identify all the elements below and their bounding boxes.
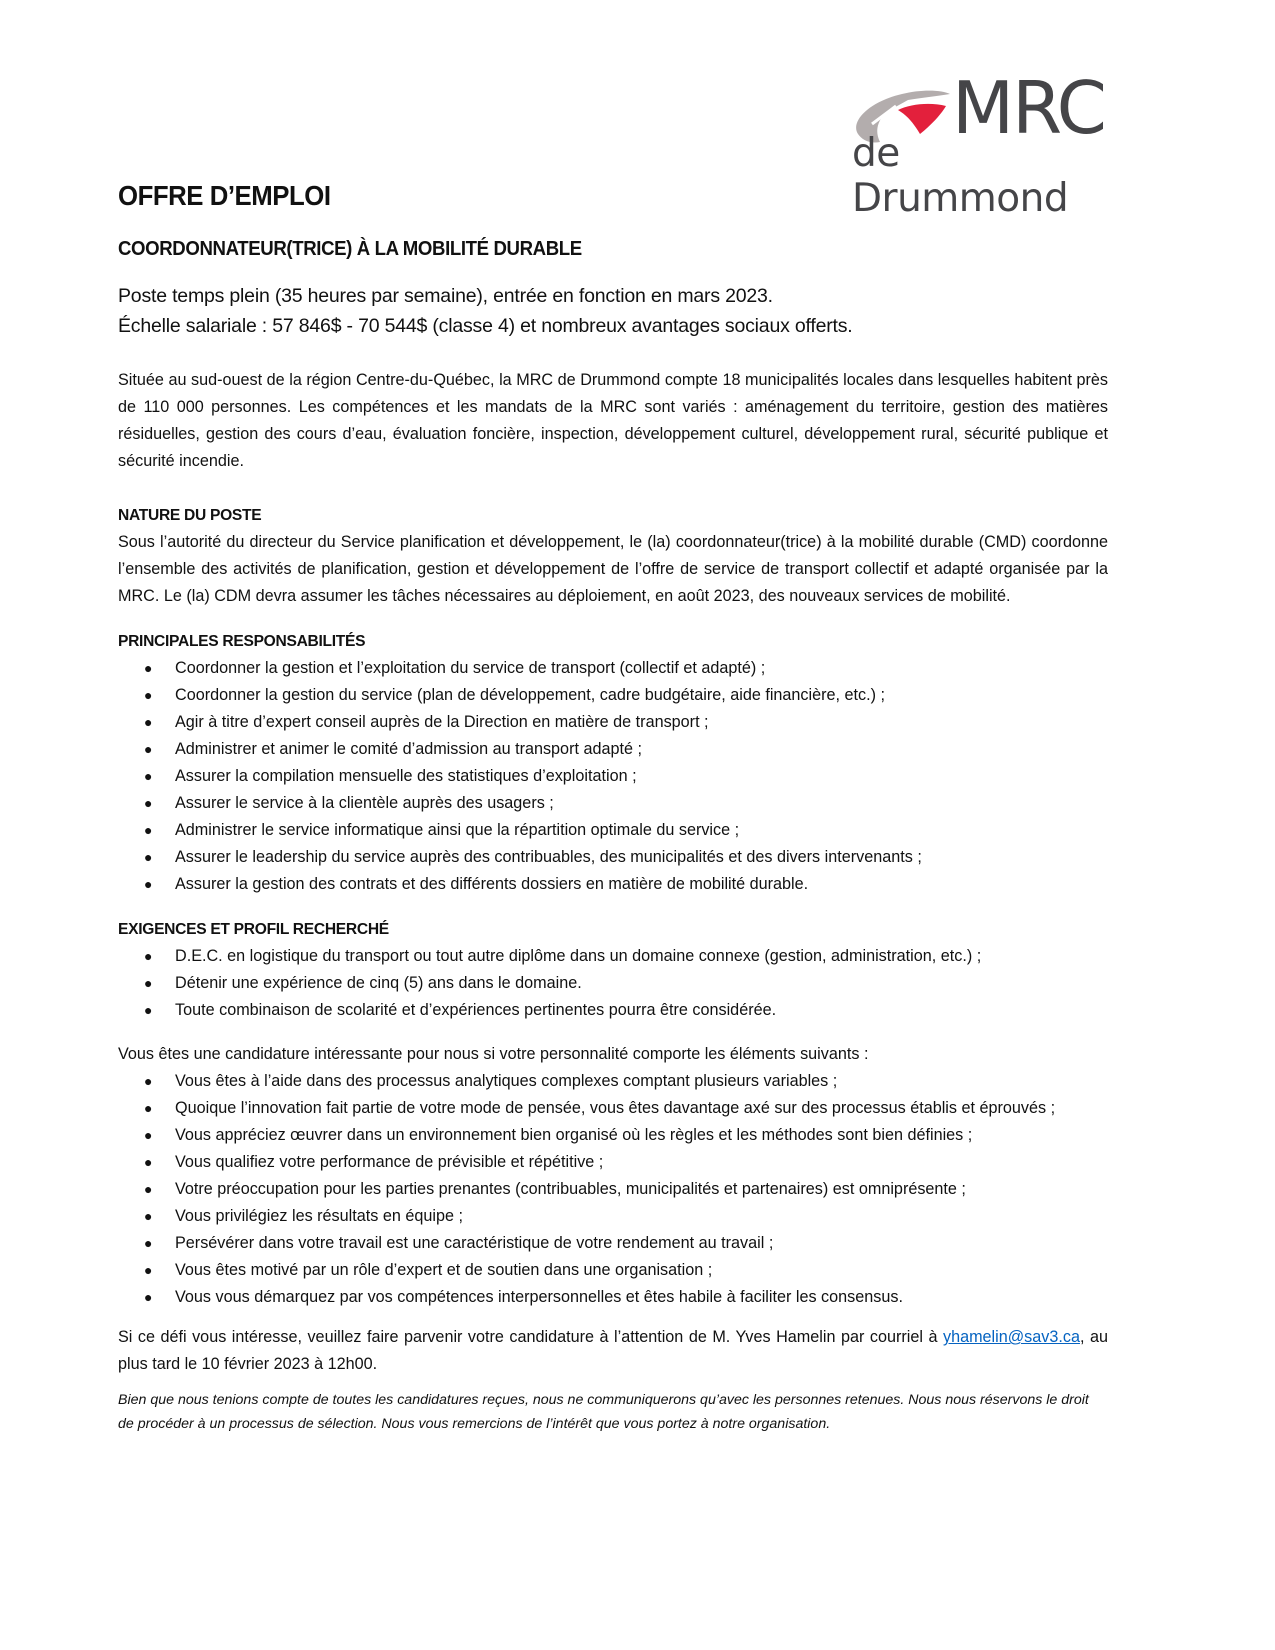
about-paragraph: Située au sud-ouest de la région Centre-du-Québec, la MRC de Drummond compte 18 municipalités locales dans lesquelles habitent près de 110 000 personnes. Les compétences et les mandats de la MRC sont variés : aménagement du territoire, gestion des matières résiduelles, gestion des cours d’eau, évaluation foncière, inspection, développement culturel, développement rural, sécurité publique et sécurité incendie. (118, 371, 1108, 470)
list-item-text: Coordonner la gestion et l’exploitation du service de transport (collectif et adapté) ; (175, 659, 766, 677)
nature-title: NATURE DU POSTE (118, 507, 262, 524)
list-item-text: Administrer et animer le comité d’admission au transport adapté ; (175, 740, 642, 758)
logo-drummond-text: de Drummond (852, 131, 1069, 221)
list-item-text: Toute combinaison de scolarité et d’expériences pertinentes pourra être considérée. (175, 1001, 777, 1019)
bullet-icon: ● (144, 975, 153, 991)
bullet-icon: ● (144, 1235, 153, 1251)
list-item-text: Vous êtes à l’aide dans des processus analytiques complexes comptant plusieurs variables ; (175, 1072, 838, 1090)
bullet-icon: ● (144, 1127, 153, 1143)
list-item-text: Vous vous démarquez par vos compétences interpersonnelles et êtes habile à faciliter les consensus. (175, 1288, 903, 1306)
list-item-text: Coordonner la gestion du service (plan de développement, cadre budgétaire, aide financière, etc.) ; (175, 686, 885, 704)
list-item-text: D.E.C. en logistique du transport ou tout autre diplôme dans un domaine connexe (gestion, administration, etc.) ; (175, 947, 982, 965)
bullet-icon: ● (144, 1100, 153, 1116)
list-item-text: Vous qualifiez votre performance de prévisible et répétitive ; (175, 1153, 604, 1171)
list-item (118, 1095, 1108, 1122)
list-item (118, 790, 1108, 817)
bullet-icon: ● (144, 1073, 153, 1089)
bullet-icon: ● (144, 1002, 153, 1018)
list-item-text: Agir à titre d’expert conseil auprès de la Direction en matière de transport ; (175, 713, 709, 731)
list-item (118, 1122, 1108, 1149)
bullet-icon: ● (144, 822, 153, 838)
list-item-text: Administrer le service informatique ainsi que la répartition optimale du service ; (175, 821, 740, 839)
bullet-icon: ● (144, 741, 153, 757)
bullet-icon: ● (144, 1154, 153, 1170)
responsibilities-list (118, 655, 1108, 898)
list-item (118, 1149, 1108, 1176)
email-link[interactable]: yhamelin@sav3.ca (942, 1328, 1080, 1346)
list-item (118, 997, 1108, 1024)
bullet-icon: ● (144, 768, 153, 784)
list-item-text: Vous appréciez œuvrer dans un environnement bien organisé où les règles et les méthodes sont bien définies ; (175, 1126, 973, 1144)
list-item (118, 1176, 1108, 1203)
document-title: OFFRE D’EMPLOI (118, 180, 331, 211)
requirements-title: EXIGENCES ET PROFIL RECHERCHÉ (118, 921, 389, 938)
list-item (118, 709, 1108, 736)
list-item-text: Détenir une expérience de cinq (5) ans dans le domaine. (175, 974, 582, 992)
position-title: COORDONNATEUR(TRICE) À LA MOBILITÉ DURABLE (118, 238, 582, 260)
list-item (118, 1203, 1108, 1230)
nature-paragraph: Sous l’autorité du directeur du Service planification et développement, le (la) coordonnateur(trice) à la mobilité durable (CMD) coordonne l’ensemble des activités de planification, gestion et développement de l’offre de service de transport collectif et adapté organisée par la MRC. Le (la) CDM devra assumer les tâches nécessaires au déploiement, en août 2023, des nouveaux services de mobilité. (118, 533, 1108, 605)
bullet-icon: ● (144, 876, 153, 892)
list-item (118, 970, 1108, 997)
bullet-icon: ● (144, 687, 153, 703)
list-item-text: Assurer le service à la clientèle auprès des usagers ; (175, 794, 554, 812)
bullet-icon: ● (144, 1262, 153, 1278)
schedule-line: Poste temps plein (35 heures par semaine), entrée en fonction en mars 2023. (118, 285, 773, 307)
list-item-text: Assurer la compilation mensuelle des statistiques d’exploitation ; (175, 767, 637, 785)
list-item-text: Votre préoccupation pour les parties prenantes (contribuables, municipalités et partenaires) est omniprésente ; (175, 1180, 966, 1198)
bullet-icon: ● (144, 795, 153, 811)
bullet-icon: ● (144, 849, 153, 865)
position-summary (118, 281, 1108, 341)
list-item (118, 655, 1108, 682)
list-item (118, 817, 1108, 844)
list-item-text: Assurer le leadership du service auprès des contribuables, des municipalités et des divers intervenants ; (175, 848, 922, 866)
list-item (118, 1257, 1108, 1284)
list-item-text: Persévérer dans votre travail est une caractéristique de votre rendement au travail ; (175, 1234, 774, 1252)
bullet-icon: ● (144, 948, 153, 964)
bullet-icon: ● (144, 1289, 153, 1305)
bullet-icon: ● (144, 1181, 153, 1197)
list-item (118, 871, 1108, 898)
list-item-text: Vous privilégiez les résultats en équipe ; (175, 1207, 463, 1225)
list-item (118, 1068, 1108, 1095)
application-paragraph (118, 1324, 1108, 1378)
job-offer-document (118, 180, 1108, 1436)
logo-mrc-text: MRC (952, 66, 1105, 150)
list-item-text: Quoique l’innovation fait partie de votre mode de pensée, vous êtes davantage axé sur des processus établis et éprouvés ; (175, 1099, 1056, 1117)
profile-list (118, 1068, 1108, 1311)
disclaimer: Bien que nous tenions compte de toutes les candidatures reçues, nous ne communiquerons qu’avec les personnes retenues. Nous nous réservons le droit de procéder à un processus de sélection. Nous vous remercions de l’intérêt que vous portez à notre organisation. (118, 1392, 1089, 1432)
list-item (118, 1284, 1108, 1311)
list-item (118, 844, 1108, 871)
profile-intro: Vous êtes une candidature intéressante pour nous si votre personnalité comporte les éléments suivants : (118, 1045, 869, 1063)
requirements-list (118, 943, 1108, 1024)
list-item (118, 682, 1108, 709)
list-item-text: Assurer la gestion des contrats et des différents dossiers en matière de mobilité durable. (175, 875, 809, 893)
salary-line: Échelle salariale : 57 846$ - 70 544$ (classe 4) et nombreux avantages sociaux offerts. (118, 315, 853, 337)
list-item (118, 943, 1108, 970)
deadline-text: , au plus tard le 10 février 2023 à 12h00. (118, 1328, 1108, 1373)
bullet-icon: ● (144, 714, 153, 730)
list-item (118, 736, 1108, 763)
application-text: Si ce défi vous intéresse, veuillez faire parvenir votre candidature à l’attention de M. Yves Hamelin par courriel à (118, 1328, 943, 1346)
list-item (118, 1230, 1108, 1257)
bullet-icon: ● (144, 660, 153, 676)
mrc-logo (850, 66, 1110, 221)
list-item-text: Vous êtes motivé par un rôle d’expert et de soutien dans une organisation ; (175, 1261, 713, 1279)
bullet-icon: ● (144, 1208, 153, 1224)
responsibilities-title: PRINCIPALES RESPONSABILITÉS (118, 633, 366, 650)
list-item (118, 763, 1108, 790)
